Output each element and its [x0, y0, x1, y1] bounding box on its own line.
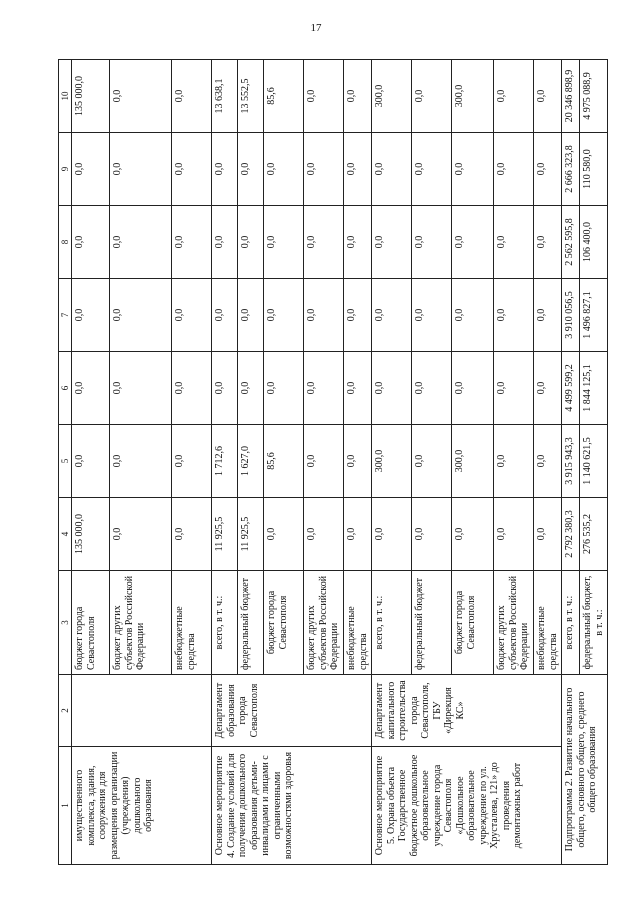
- value-cell: 3 910 056,5: [562, 279, 580, 352]
- value-cell: 0,0: [172, 425, 212, 498]
- value-cell: 0,0: [110, 498, 172, 571]
- value-cell: 0,0: [452, 352, 494, 425]
- value-cell: 4 499 599,2: [562, 352, 580, 425]
- source-cell: бюджет города Севастополя: [72, 571, 110, 675]
- value-cell: 0,0: [110, 279, 172, 352]
- value-cell: 0,0: [264, 279, 304, 352]
- source-cell: бюджет других субъектов Российской Федерации: [110, 571, 172, 675]
- value-cell: 0,0: [304, 498, 344, 571]
- value-cell: 135 000,0: [72, 498, 110, 571]
- value-cell: 0,0: [452, 498, 494, 571]
- budget-table: [58, 59, 608, 865]
- col-header: 7: [59, 279, 72, 352]
- value-cell: 0,0: [494, 425, 534, 498]
- col-header: 8: [59, 206, 72, 279]
- value-cell: 0,0: [110, 425, 172, 498]
- event-name-cell: Основное мероприятие 4. Создание условий для получения дошкольного образования детьми-инвалидами и лицами с ограниченными возможностями здоровья: [212, 747, 372, 865]
- value-cell: 0,0: [534, 206, 562, 279]
- value-cell: 0,0: [412, 425, 452, 498]
- value-cell: 0,0: [534, 498, 562, 571]
- value-cell: 0,0: [304, 425, 344, 498]
- value-cell: 0,0: [452, 133, 494, 206]
- value-cell: 0,0: [304, 206, 344, 279]
- source-cell: бюджет других субъектов Российской Федерации: [304, 571, 344, 675]
- value-cell: 0,0: [372, 206, 412, 279]
- value-cell: 0,0: [534, 352, 562, 425]
- value-cell: 0,0: [344, 60, 372, 133]
- source-cell: всего, в т. ч.:: [372, 571, 412, 675]
- executor-cell: Департамент капитального строительства города Севастополя, ГБУ «Дирекция КС»: [372, 675, 562, 747]
- value-cell: 20 346 898,9: [562, 60, 580, 133]
- event-name-cell: Основное мероприятие 5. Охрана объекта Государственное бюджетное дошкольное образовательное учреждение города Севастополя «Дошкольное образовательное учреждение по ул. Хрусталева, 121» до проведения демонтажных работ: [372, 747, 562, 865]
- value-cell: 13 638,1: [212, 60, 238, 133]
- value-cell: 0,0: [212, 279, 238, 352]
- source-cell: внебюджетные средства: [534, 571, 562, 675]
- value-cell: 0,0: [212, 206, 238, 279]
- value-cell: 0,0: [452, 206, 494, 279]
- event-name-cell: имущественного комплекса, здания, сооружения для размещения организации (учреждения) дошкольного образования: [72, 747, 212, 865]
- value-cell: 0,0: [72, 133, 110, 206]
- value-cell: 0,0: [412, 206, 452, 279]
- value-cell: 2 666 323,8: [562, 133, 580, 206]
- value-cell: 300,0: [452, 425, 494, 498]
- value-cell: 0,0: [264, 133, 304, 206]
- value-cell: 1 627,0: [238, 425, 264, 498]
- value-cell: 300,0: [452, 60, 494, 133]
- source-cell: федеральный бюджет: [412, 571, 452, 675]
- value-cell: 0,0: [344, 279, 372, 352]
- source-cell: бюджет города Севастополя: [452, 571, 494, 675]
- value-cell: 0,0: [172, 60, 212, 133]
- source-cell: всего, в т. ч.:: [212, 571, 238, 675]
- value-cell: 0,0: [534, 133, 562, 206]
- value-cell: 1 496 827,1: [580, 279, 608, 352]
- value-cell: 0,0: [72, 279, 110, 352]
- subprogram-cell: Подпрограмма 2. Развитие начального общего, основного общего, среднего общего образования: [562, 675, 608, 865]
- value-cell: 0,0: [372, 279, 412, 352]
- value-cell: 0,0: [304, 279, 344, 352]
- value-cell: 2 562 595,8: [562, 206, 580, 279]
- value-cell: 0,0: [172, 279, 212, 352]
- value-cell: 0,0: [344, 498, 372, 571]
- value-cell: 0,0: [494, 206, 534, 279]
- source-cell: внебюджетные средства: [344, 571, 372, 675]
- source-cell: бюджет других субъектов Российской Федерации: [494, 571, 534, 675]
- value-cell: 0,0: [372, 133, 412, 206]
- value-cell: 85,6: [264, 425, 304, 498]
- value-cell: 0,0: [172, 206, 212, 279]
- table-row: [372, 60, 412, 865]
- value-cell: 3 915 943,3: [562, 425, 580, 498]
- source-cell: федеральный бюджет: [238, 571, 264, 675]
- col-header: 4: [59, 498, 72, 571]
- value-cell: 0,0: [494, 352, 534, 425]
- value-cell: 110 580,0: [580, 133, 608, 206]
- value-cell: 11 925,5: [212, 498, 238, 571]
- value-cell: 0,0: [344, 206, 372, 279]
- value-cell: 1 140 621,5: [580, 425, 608, 498]
- value-cell: 0,0: [110, 206, 172, 279]
- value-cell: 0,0: [534, 60, 562, 133]
- col-header: 9: [59, 133, 72, 206]
- col-header: 2: [59, 675, 72, 747]
- value-cell: 0,0: [534, 425, 562, 498]
- value-cell: 0,0: [72, 425, 110, 498]
- rotated-table-area: [58, 60, 605, 865]
- value-cell: 0,0: [264, 352, 304, 425]
- value-cell: 0,0: [412, 133, 452, 206]
- value-cell: 85,6: [264, 60, 304, 133]
- page-number: 17: [310, 22, 322, 34]
- value-cell: 4 975 088,9: [580, 60, 608, 133]
- value-cell: 0,0: [212, 133, 238, 206]
- value-cell: 0,0: [238, 279, 264, 352]
- value-cell: 0,0: [238, 133, 264, 206]
- value-cell: 106 400,0: [580, 206, 608, 279]
- value-cell: 0,0: [72, 352, 110, 425]
- value-cell: 11 925,5: [238, 498, 264, 571]
- value-cell: 0,0: [304, 60, 344, 133]
- executor-cell: Департамент образования города Севастополя: [212, 675, 372, 747]
- value-cell: 0,0: [412, 352, 452, 425]
- value-cell: 1 712,6: [212, 425, 238, 498]
- value-cell: 135 000,0: [72, 60, 110, 133]
- value-cell: 300,0: [372, 60, 412, 133]
- value-cell: 0,0: [494, 133, 534, 206]
- source-cell: бюджет города Севастополя: [264, 571, 304, 675]
- table-row: [562, 60, 580, 865]
- value-cell: 0,0: [172, 352, 212, 425]
- value-cell: 300,0: [372, 425, 412, 498]
- value-cell: 0,0: [452, 279, 494, 352]
- source-cell: федеральный бюджет, в т. ч.:: [580, 571, 608, 675]
- col-header: 1: [59, 747, 72, 865]
- value-cell: 0,0: [372, 352, 412, 425]
- value-cell: 0,0: [264, 498, 304, 571]
- value-cell: 0,0: [172, 498, 212, 571]
- value-cell: 0,0: [110, 133, 172, 206]
- value-cell: 0,0: [494, 498, 534, 571]
- source-cell: внебюджетные средства: [172, 571, 212, 675]
- value-cell: 0,0: [238, 206, 264, 279]
- value-cell: 1 844 125,1: [580, 352, 608, 425]
- value-cell: 0,0: [172, 133, 212, 206]
- value-cell: 0,0: [110, 352, 172, 425]
- value-cell: 0,0: [344, 133, 372, 206]
- value-cell: 0,0: [72, 206, 110, 279]
- value-cell: 0,0: [372, 498, 412, 571]
- value-cell: 0,0: [264, 206, 304, 279]
- col-header: 5: [59, 425, 72, 498]
- executor-cell: [72, 675, 212, 747]
- header-row: [59, 60, 72, 865]
- value-cell: 0,0: [412, 60, 452, 133]
- value-cell: 2 792 380,3: [562, 498, 580, 571]
- value-cell: 276 535,2: [580, 498, 608, 571]
- table-row: [212, 60, 238, 865]
- value-cell: 0,0: [494, 60, 534, 133]
- value-cell: 0,0: [534, 279, 562, 352]
- value-cell: 0,0: [412, 498, 452, 571]
- col-header: 3: [59, 571, 72, 675]
- col-header: 6: [59, 352, 72, 425]
- value-cell: 0,0: [344, 352, 372, 425]
- value-cell: 0,0: [110, 60, 172, 133]
- value-cell: 0,0: [304, 352, 344, 425]
- value-cell: 0,0: [412, 279, 452, 352]
- value-cell: 0,0: [494, 279, 534, 352]
- value-cell: 0,0: [212, 352, 238, 425]
- value-cell: 0,0: [238, 352, 264, 425]
- value-cell: 0,0: [304, 133, 344, 206]
- source-cell: всего, в т. ч.:: [562, 571, 580, 675]
- value-cell: 0,0: [344, 425, 372, 498]
- table-row: [72, 60, 110, 865]
- table-container: [58, 60, 605, 865]
- value-cell: 13 552,5: [238, 60, 264, 133]
- col-header: 10: [59, 60, 72, 133]
